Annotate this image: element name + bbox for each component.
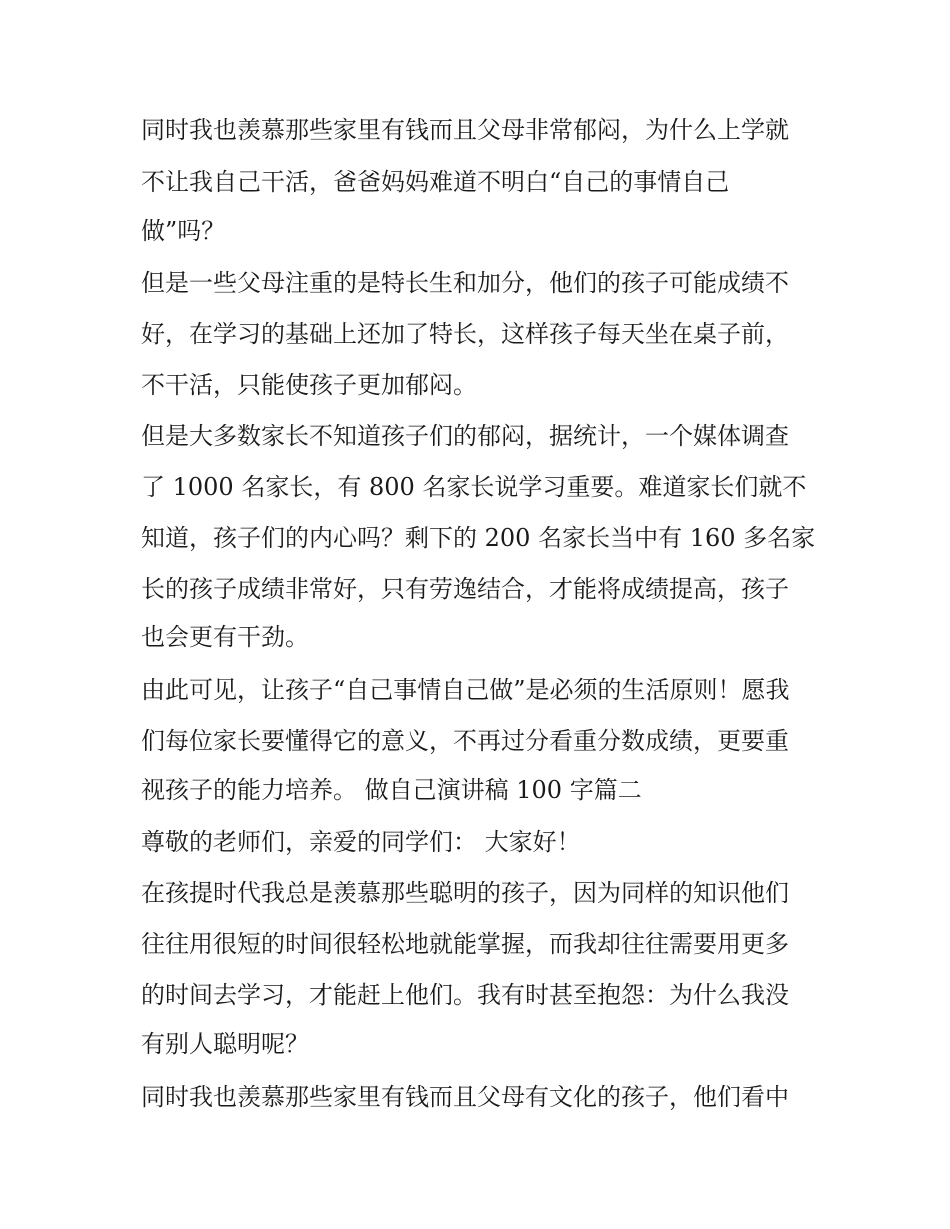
text-line-19: 有别人聪明呢？: [141, 1030, 309, 1058]
text-line-8: 了 1000 名家长，有 800 名家长说学习重要。难道家长们就不: [141, 473, 807, 501]
text-line-17: 往往用很短的时间很轻松地就能掌握，而我却往往需要用更多: [141, 930, 789, 958]
text-line-18: 的时间去学习，才能赶上他们。我有时甚至抱怨：为什么我没: [141, 981, 789, 1009]
text-line-11: 也会更有干劲。: [141, 623, 309, 651]
text-line-4: 但是一些父母注重的是特长生和加分，他们的孩子可能成绩不: [141, 269, 789, 297]
text-line-20: 同时我也羡慕那些家里有钱而且父母有文化的孩子，他们看中: [141, 1083, 789, 1111]
text-line-16: 在孩提时代我总是羡慕那些聪明的孩子，因为同样的知识他们: [141, 879, 789, 907]
text-line-15: 尊敬的老师们，亲爱的同学们： 大家好！: [141, 828, 581, 856]
text-line-7: 但是大多数家长不知道孩子们的郁闷，据统计，一个媒体调查: [141, 422, 789, 450]
text-line-14: 视孩子的能力培养。 做自己演讲稿 100 字篇二: [141, 776, 642, 804]
text-line-13: 们每位家长要懂得它的意义，不再过分看重分数成绩，更要重: [141, 727, 789, 755]
text-line-10: 长的孩子成绩非常好，只有劳逸结合，才能将成绩提高，孩子: [141, 575, 789, 603]
text-line-12: 由此可见，让孩子“自己事情自己做”是必须的生活原则！愿我: [141, 676, 790, 704]
text-line-5: 好，在学习的基础上还加了特长，这样孩子每天坐在桌子前，: [141, 320, 789, 348]
text-line-3: 做”吗？: [141, 217, 226, 245]
text-line-2: 不让我自己干活，爸爸妈妈难道不明白“自己的事情自己: [141, 168, 730, 196]
text-line-1: 同时我也羡慕那些家里有钱而且父母非常郁闷，为什么上学就: [141, 116, 789, 144]
text-line-6: 不干活，只能使孩子更加郁闷。: [141, 371, 477, 399]
text-line-9: 知道，孩子们的内心吗？剩下的 200 名家长当中有 160 多名家: [141, 524, 816, 552]
